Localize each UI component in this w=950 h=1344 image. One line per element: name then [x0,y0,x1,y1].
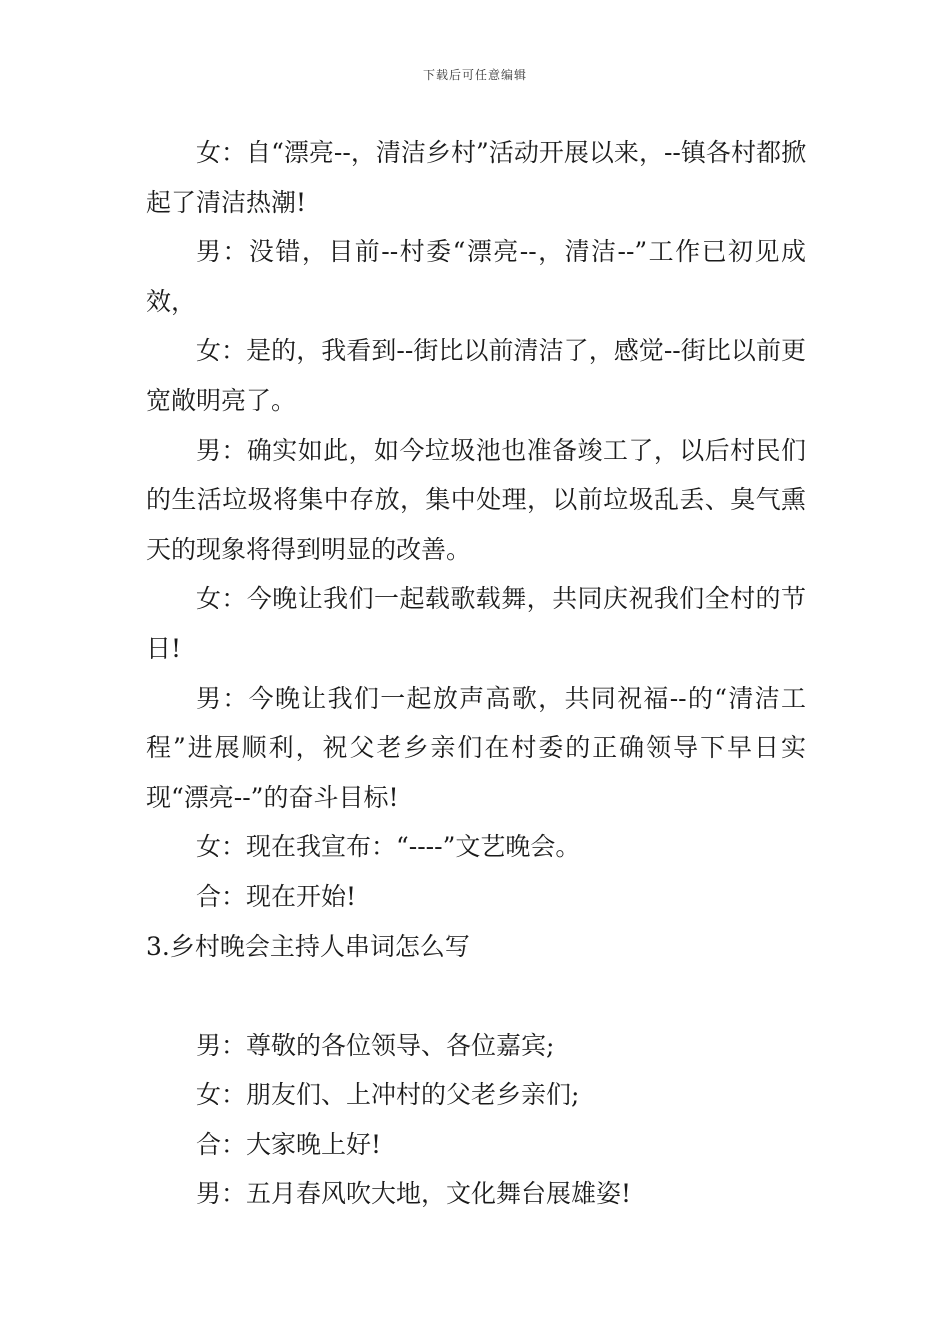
paragraph-6: 男：今晚让我们一起放声高歌，共同祝福--的“清洁工程”进展顺利，祝父老乡亲们在村委的正确领导下早日实现“漂亮--”的奋斗目标! [146,683,806,812]
paragraph-11: 合：大家晚上好! [196,1129,382,1159]
paragraph-10: 女：朋友们、上冲村的父老乡亲们; [196,1080,580,1110]
paragraph-12: 男：五月春风吹大地，文化舞台展雄姿! [196,1179,632,1209]
section-heading: 3.乡村晚会主持人串词怎么写 [146,931,470,961]
blank-line [146,971,806,1021]
paragraph-3: 女：是的，我看到--街比以前清洁了，感觉--街比以前更宽敞明亮了。 [146,336,806,415]
paragraph-8: 合：现在开始! [196,881,357,911]
paragraph-2: 男：没错，目前--村委“漂亮--，清洁--”工作已初见成效， [146,237,806,316]
paragraph-7: 女：现在我宣布：“----”文艺晚会。 [196,832,581,862]
paragraph-5: 女：今晚让我们一起载歌载舞，共同庆祝我们全村的节日! [146,584,806,663]
paragraph-1: 女：自“漂亮--，清洁乡村”活动开展以来，--镇各村都掀起了清洁热潮! [146,138,806,217]
document-body [146,128,806,1219]
page-header-note: 下载后可任意编辑 [422,68,527,82]
paragraph-9: 男：尊敬的各位领导、各位嘉宾; [196,1030,555,1060]
paragraph-4: 男：确实如此，如今垃圾池也准备竣工了，以后村民们的生活垃圾将集中存放，集中处理，以前垃圾乱丢、臭气熏天的现象将得到明显的改善。 [146,435,806,564]
